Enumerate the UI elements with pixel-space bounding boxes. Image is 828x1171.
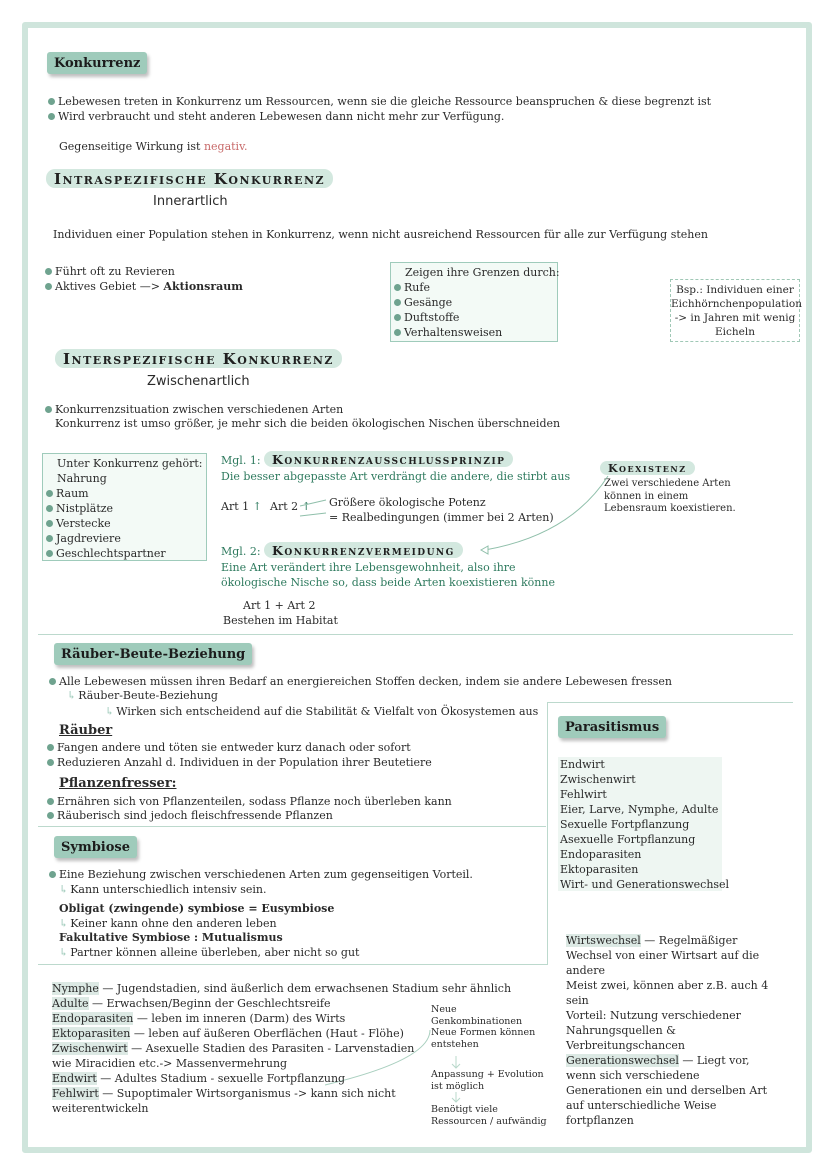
raeuber-item: Reduzieren Anzahl d. Individuen in der Population ihrer Beutetiere: [47, 755, 432, 770]
parasite-term: Fehlwirt: [560, 788, 607, 801]
parasite-term: Asexuelle Fortpflanzung: [560, 833, 696, 846]
vertical-divider: [547, 702, 548, 964]
up-arrow-icon: ↑: [301, 500, 311, 513]
raeuber-heading: Räuber: [59, 723, 113, 738]
arrowhead-icon: [481, 546, 488, 554]
negative-value: negativ.: [203, 140, 248, 153]
art2-label: Art 2 ↑: [270, 500, 311, 513]
glossary-item: Endwirt — Adultes Stadium - sexuelle Fortpflanzung: [52, 1072, 346, 1085]
limit-item: Duftstoffe: [394, 310, 557, 325]
option1-text: Die besser abgepasste Art verdrängt die andere, die stirbt aus: [221, 470, 571, 483]
divider: [38, 964, 548, 965]
potenz-connector-2: [300, 513, 326, 516]
divider: [38, 826, 546, 827]
wirtswechsel-term: Wirtswechsel: [566, 934, 641, 947]
glossary-item: weiterentwickeln: [52, 1102, 149, 1115]
limit-item: Verhaltensweisen: [394, 325, 557, 340]
return-arrow-icon: ↳: [59, 946, 69, 959]
return-arrow-icon: ↳: [105, 705, 115, 718]
raeuber-item: Fangen andere und töten sie entweder kurz danach oder sofort: [47, 740, 411, 755]
option1-heading: Mgl. 1: Konkurrenzausschlussprinzip: [221, 452, 513, 468]
symbiose-title: Symbiose: [54, 836, 137, 858]
glossary-item: Zwischenwirt — Asexuelle Stadien des Parasiten - Larvenstadien: [52, 1042, 415, 1055]
art1-label: Art 1 ↑: [221, 500, 262, 513]
potenz-line-1: Größere ökologische Potenz: [329, 496, 486, 509]
divider: [38, 634, 793, 635]
resources-box: Unter Konkurrenz gehört: Nahrung Raum Nistplätze Verstecke Jagdreviere Geschlechtspartner: [42, 453, 207, 561]
option2-text-2: ökologische Nische so, dass beide Arten koexistieren könne: [221, 576, 555, 589]
glossary-item: Fehlwirt — Supoptimaler Wirtsorganismus -> kann sich nicht: [52, 1087, 396, 1100]
generationswechsel-term: Generationswechsel: [566, 1054, 679, 1067]
intra-bullet-2: Aktives Gebiet —> Aktionsraum: [45, 279, 243, 294]
up-arrow-icon: ↑: [252, 500, 262, 513]
habitat-line: Bestehen im Habitat: [223, 614, 338, 627]
inter-subtitle: Zwischenartlich: [147, 374, 250, 389]
glossary-item: Nymphe — Jugendstadien, sind äußerlich dem erwachsenen Stadium sehr ähnlich: [52, 982, 512, 995]
fakultativ-heading: Fakultative Symbiose : Mutualismus: [59, 931, 283, 944]
limit-item: Rufe: [394, 280, 557, 295]
koexistenz-text: Zwei verschiedene Arten können in einem Lebensraum koexistieren.: [604, 478, 736, 514]
konkurrenz-bullet-1: Lebewesen treten in Konkurrenz um Ressourcen, wenn sie die gleiche Ressource beanspruchen & diese begrenzt ist: [48, 94, 711, 109]
option2-heading: Mgl. 2: Konkurrenzvermeidung: [221, 543, 463, 559]
sexual-notes: Neue Genkombinationen Neue Formen können entstehen Anpassung + Evolution ist möglich Benötigt viele Ressourcen / aufwändig: [431, 1004, 547, 1127]
limits-title: Zeigen ihre Grenzen durch:: [405, 266, 560, 279]
limit-item: Gesänge: [394, 295, 557, 310]
pflanzen-heading: Pflanzenfresser:: [59, 776, 177, 791]
raeuber-sub-2: ↳ Wirken sich entscheidend auf die Stabilität & Vielfalt von Ökosystemen aus: [105, 705, 539, 718]
koexistenz-title: Koexistenz: [600, 461, 695, 475]
raeuber-bullet: Alle Lebewesen müssen ihren Bedarf an energiereichen Stoffen decken, indem sie andere Lebewesen fressen: [49, 674, 672, 689]
glossary-item: Ektoparasiten — leben auf äußeren Oberflächen (Haut - Flöhe): [52, 1027, 404, 1040]
divider: [548, 702, 793, 703]
symbiose-bullet: Eine Beziehung zwischen verschiedenen Arten zum gegenseitigen Vorteil.: [49, 867, 473, 882]
konkurrenz-bullet-2: Wird verbraucht und steht anderen Lebewesen dann nicht mehr zur Verfügung.: [48, 109, 504, 124]
return-arrow-icon: ↳: [59, 883, 69, 896]
return-arrow-icon: ↳: [59, 917, 69, 930]
pflanzen-item: Räuberisch sind jedoch fleischfressende Pflanzen: [47, 808, 333, 823]
intra-description: Individuen einer Population stehen in Konkurrenz, wenn nicht ausreichend Ressourcen für alle zur Verfügung stehen: [53, 228, 708, 241]
parasitismus-title: Parasitismus: [558, 716, 666, 738]
intra-bullet-1: Führt oft zu Revieren: [45, 264, 175, 279]
intra-subtitle: Innerartlich: [153, 194, 228, 209]
glossary-item: Endoparasiten — leben im inneren (Darm) des Wirts: [52, 1012, 346, 1025]
example-box: Bsp.: Individuen einer Eichhörnchenpopulation -> in Jahren mit wenig Eicheln: [670, 279, 800, 342]
inter-bullet: Konkurrenzsituation zwischen verschiedenen Arten: [45, 402, 343, 417]
pflanzen-item: Ernähren sich von Pflanzenteilen, sodass Pflanze noch überleben kann: [47, 794, 452, 809]
koexistenz-arrow: [485, 476, 608, 550]
inter-title: Interspezifische Konkurrenz: [55, 349, 342, 368]
raeuber-title: Räuber-Beute-Beziehung: [54, 643, 252, 665]
parasite-term: Endwirt: [560, 758, 605, 771]
sum-line: Art 1 + Art 2: [243, 599, 316, 612]
potenz-line-2: = Realbedingungen (immer bei 2 Arten): [329, 511, 554, 524]
konkurrenz-title: Konkurrenz: [47, 52, 147, 74]
parasite-term: Wirt- und Generationswechsel: [560, 878, 730, 891]
potenz-connector-1: [300, 500, 326, 506]
glossary-item: Adulte — Erwachsen/Beginn der Geschlechtsreife: [52, 997, 331, 1010]
parasite-term: Eier, Larve, Nymphe, Adulte: [560, 803, 719, 816]
fakultativ-sub: ↳ Partner können alleine überleben, aber nicht so gut: [59, 946, 360, 959]
parasitismus-terms-box: [558, 757, 730, 891]
raeuber-sub-1: ↳ Räuber-Beute-Beziehung: [67, 689, 218, 702]
symbiose-sub: ↳ Kann unterschiedlich intensiv sein.: [59, 883, 267, 896]
option2-text-1: Eine Art verändert ihre Lebensgewohnheit, also ihre: [221, 561, 516, 574]
return-arrow-icon: ↳: [67, 689, 77, 702]
parasite-term: Zwischenwirt: [560, 773, 636, 786]
intra-title: Intraspezifische Konkurrenz: [46, 169, 333, 188]
wirtswechsel-block: Wirtswechsel — Regelmäßiger Wechsel von einer Wirtsart auf die andere Meist zwei, können aber z.B. auch 4 sein Vorteil: Nutzung verschiedener Nahrungsquellen & Verbreitungschancen Generationswechsel — Liegt vor, wenn sich verschiedene Generationen ein und derselben Art auf unterschiedliche Weise fortpflanzen: [566, 934, 769, 1127]
glossary-item: wie Miracidien etc.-> Massenvermehrung: [52, 1057, 288, 1070]
obligat-heading: Obligat (zwingende) symbiose = Eusymbiose: [59, 902, 335, 915]
obligat-sub: ↳ Keiner kann ohne den anderen leben: [59, 917, 277, 930]
parasite-term: Endoparasiten: [560, 848, 642, 861]
konkurrenz-effect: Gegenseitige Wirkung ist negativ.: [59, 140, 248, 153]
parasite-term: Sexuelle Fortpflanzung: [560, 818, 690, 831]
inter-note: Konkurrenz ist umso größer, je mehr sich die beiden ökologischen Nischen überschneiden: [55, 417, 561, 430]
parasite-term: Ektoparasiten: [560, 863, 639, 876]
